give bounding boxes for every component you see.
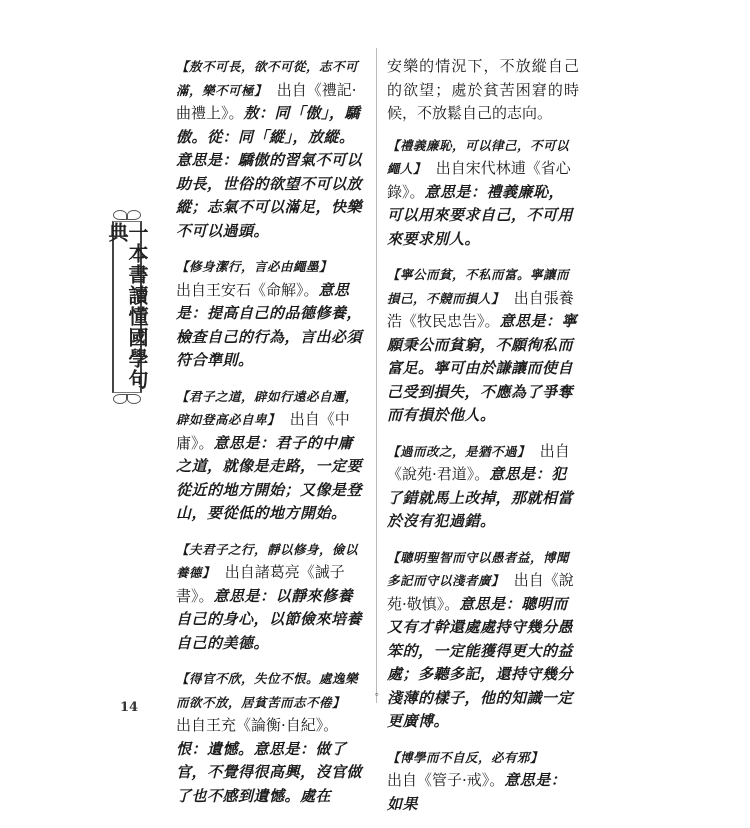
entry xyxy=(176,667,368,808)
entry-source: 出自張養浩《牧民忠告》。 xyxy=(387,288,574,330)
entry-body: 意思是：聰明而又有才幹還處處持守幾分愚笨的，一定能獲得更大的益處；多聽多記，還持守幾分淺薄的樣子，他的知識一定更廣博。 xyxy=(387,594,574,730)
entry-source: 出自王充《論衡·自紀》。 xyxy=(176,716,339,734)
page-number: 14 xyxy=(120,700,139,715)
entry xyxy=(387,134,579,252)
entry-heading: 【博學而不自反，必有邪】 xyxy=(387,749,544,765)
entry xyxy=(176,538,368,656)
entry-source: 出自諸葛亮《誡子書》。 xyxy=(176,563,345,605)
entry-source: 出自《中庸》。 xyxy=(176,410,350,452)
entry-body: 意思是：寧願秉公而貧窮，不願徇私而富足。寧可由於謙讓而使自己受到損失，不應為了爭奪而有損於他人。 xyxy=(387,312,578,424)
entry xyxy=(387,263,579,428)
entry-body: 意思是：如果 xyxy=(387,771,567,813)
entry-heading: 【得官不欣，失位不恨。處逸樂而欲不放，居貧苦而志不倦】 xyxy=(176,671,359,710)
book-title-spine xyxy=(107,207,147,407)
entry xyxy=(176,55,368,243)
entry-heading: 【夫君子之行，靜以修身，儉以養德】 xyxy=(176,541,359,580)
entry xyxy=(176,255,368,373)
cloud-ornament-top-icon xyxy=(112,207,142,221)
entry xyxy=(387,440,579,534)
entry-heading: 【寧公而貧，不私而富。寧讓而損己，不競而損人】 xyxy=(387,267,570,306)
entry-source: 出自《說苑·君道》。 xyxy=(387,441,570,483)
entry-body: 意思是：犯了錯就馬上改掉，那就相當於沒有犯過錯。 xyxy=(387,465,574,530)
entry-heading: 【敖不可長，欲不可從，志不可滿，樂不可極】 xyxy=(176,59,359,98)
center-mark: 。 xyxy=(375,687,385,698)
entry-body: 恨：遺憾。意思是：做了官，不覺得很高興，沒官做了也不感到遺憾。處在 xyxy=(176,739,363,805)
entry-body: 意思是：禮義廉恥，可以用來要求自己，不可用來要求別人。 xyxy=(387,182,574,248)
right-column xyxy=(387,55,579,828)
entry-source: 出自《禮記·曲禮上》。 xyxy=(176,80,357,122)
entry-body: 意思是：提高自己的品德修養，檢查自己的行為，言出必須符合準則。 xyxy=(176,280,363,369)
cloud-ornament-bottom-icon xyxy=(112,393,142,407)
entry-source: 出自宋代林逋《省心錄》。 xyxy=(387,159,571,201)
entry xyxy=(387,746,579,817)
entry-body: 意思是：君子的中庸之道，就像是走路，一定要從近的地方開始；又像是登山，要從低的地方開始。 xyxy=(176,433,363,522)
entry-source: 出自王安石《命解》。 xyxy=(176,280,319,299)
book-title: 一本書讀懂國學句典 xyxy=(105,222,149,390)
entry-source: 出自《說苑·敬慎》。 xyxy=(387,571,574,613)
left-column xyxy=(176,55,368,820)
entry xyxy=(176,385,368,526)
entry-body: 意思是：以靜來修養自己的身心，以節儉來培養自己的美德。 xyxy=(176,586,363,652)
entry-heading: 【聰明聖智而守以愚者益，博聞多記而守以淺者廣】 xyxy=(387,549,570,588)
book-title-box xyxy=(105,221,149,393)
entry-source: 出自《管子·戒》。 xyxy=(387,771,505,789)
entry-heading: 【禮義廉恥，可以律己，不可以繩人】 xyxy=(387,137,570,176)
entry-body: 敖：同「傲」，驕傲。從：同「縱」，放縱。意思是：驕傲的習氣不可以助長，世俗的欲望不可以放縱；志氣不可以滿足，快樂不可以過頭。 xyxy=(176,104,363,240)
entry-heading: 【過而改之，是猶不過】 xyxy=(387,443,531,459)
entry-heading: 【君子之道，辟如行遠必自邇，辟如登高必自卑】 xyxy=(176,388,359,427)
entry-heading: 【修身潔行，言必由繩墨】 xyxy=(176,259,333,274)
entry xyxy=(387,546,579,734)
column-divider xyxy=(376,48,377,703)
continued-paragraph: 安樂的情況下，不放縱自己的欲望；處於貧苦困窘的時候，不放鬆自己的志向。 xyxy=(387,57,579,122)
